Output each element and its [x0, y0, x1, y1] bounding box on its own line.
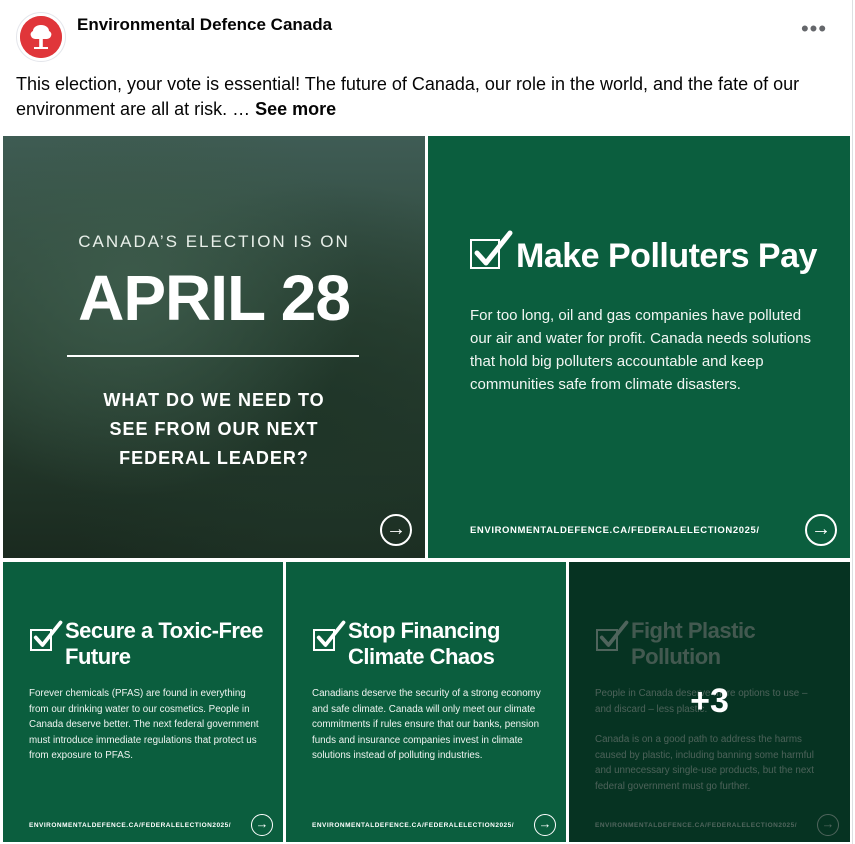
photo-toxic-free-future[interactable] — [3, 562, 283, 842]
photo-fight-plastic-more[interactable] — [569, 562, 850, 842]
post-body-text: This election, your vote is essential! The future of Canada, our role in the world, and the fate of our environment are all at risk. … — [16, 74, 800, 119]
plastic-body-para: Canada is on a good path to address the harms caused by plastic, including banning some harmful and unnecessary single-use products, but the next federal government must go further. — [595, 734, 814, 792]
photo-stop-financing[interactable] — [286, 562, 566, 842]
toxic-title — [65, 618, 263, 670]
photo-make-polluters-pay[interactable] — [428, 136, 850, 558]
plastic-body-para: People in Canada deserve more options to use – and discard – less plastic. — [595, 688, 808, 715]
plastic-title-line: Fight Plastic — [631, 618, 756, 643]
financing-title — [348, 618, 500, 670]
toxic-title-line: Future — [65, 644, 131, 669]
arrow-circle-icon: → — [805, 514, 837, 546]
polluters-url: ENVIRONMENTALDEFENCE.CA/FEDERALELECTION2025/ — [470, 525, 760, 536]
post-text — [16, 72, 841, 122]
question-line: FEDERAL LEADER? — [119, 448, 309, 468]
election-kicker: CANADA’S ELECTION IS ON — [78, 232, 350, 251]
arrow-circle-icon: → — [251, 814, 273, 836]
election-date: APRIL 28 — [78, 262, 350, 334]
page-avatar[interactable] — [16, 12, 66, 62]
financing-title-line: Climate Chaos — [348, 644, 495, 669]
check-icon — [30, 629, 52, 651]
financing-url: ENVIRONMENTALDEFENCE.CA/FEDERALELECTION2025/ — [312, 822, 515, 829]
toxic-title-line: Secure a Toxic-Free — [65, 618, 263, 643]
see-more-link[interactable]: See more — [255, 99, 337, 119]
polluters-title: Make Polluters Pay — [516, 237, 817, 275]
photo-election-date[interactable] — [3, 136, 425, 558]
arrow-circle-icon: → — [817, 814, 839, 836]
plastic-url: ENVIRONMENTALDEFENCE.CA/FEDERALELECTION2025/ — [595, 822, 798, 829]
polluters-body: For too long, oil and gas companies have polluted our air and water for profit. Canada needs solutions that hold big polluters accountable and keep communities safe from climate disasters. — [470, 307, 812, 393]
page-name-link[interactable]: Environmental Defence Canada — [77, 15, 333, 34]
tree-logo-icon — [20, 16, 62, 58]
toxic-url: ENVIRONMENTALDEFENCE.CA/FEDERALELECTION2025/ — [29, 822, 232, 829]
divider-line — [67, 355, 359, 357]
check-icon — [470, 239, 500, 269]
more-photos-count[interactable]: +3 — [690, 682, 729, 720]
more-options-icon[interactable]: ••• — [800, 16, 828, 41]
arrow-circle-icon: → — [534, 814, 556, 836]
toxic-body: Forever chemicals (PFAS) are found in everything from our drinking water to our cosmetics. People in Canada deserve better. The next federal government must introduce immediate regulations that protect us from exposure to PFAS. — [29, 688, 259, 761]
plastic-title-line: Pollution — [631, 644, 721, 669]
arrow-circle-icon: → — [380, 514, 412, 546]
check-icon — [313, 629, 335, 651]
financing-title-line: Stop Financing — [348, 618, 500, 643]
question-line: SEE FROM OUR NEXT — [109, 419, 319, 439]
election-question — [3, 386, 425, 473]
financing-body: Canadians deserve the security of a strong economy and safe climate. Canada will only meet our climate commitments if rules ensure that our banks, pension funds and insurance companies invest in climate solutions instead of polluting industries. — [312, 688, 541, 761]
question-line: WHAT DO WE NEED TO — [103, 390, 325, 410]
